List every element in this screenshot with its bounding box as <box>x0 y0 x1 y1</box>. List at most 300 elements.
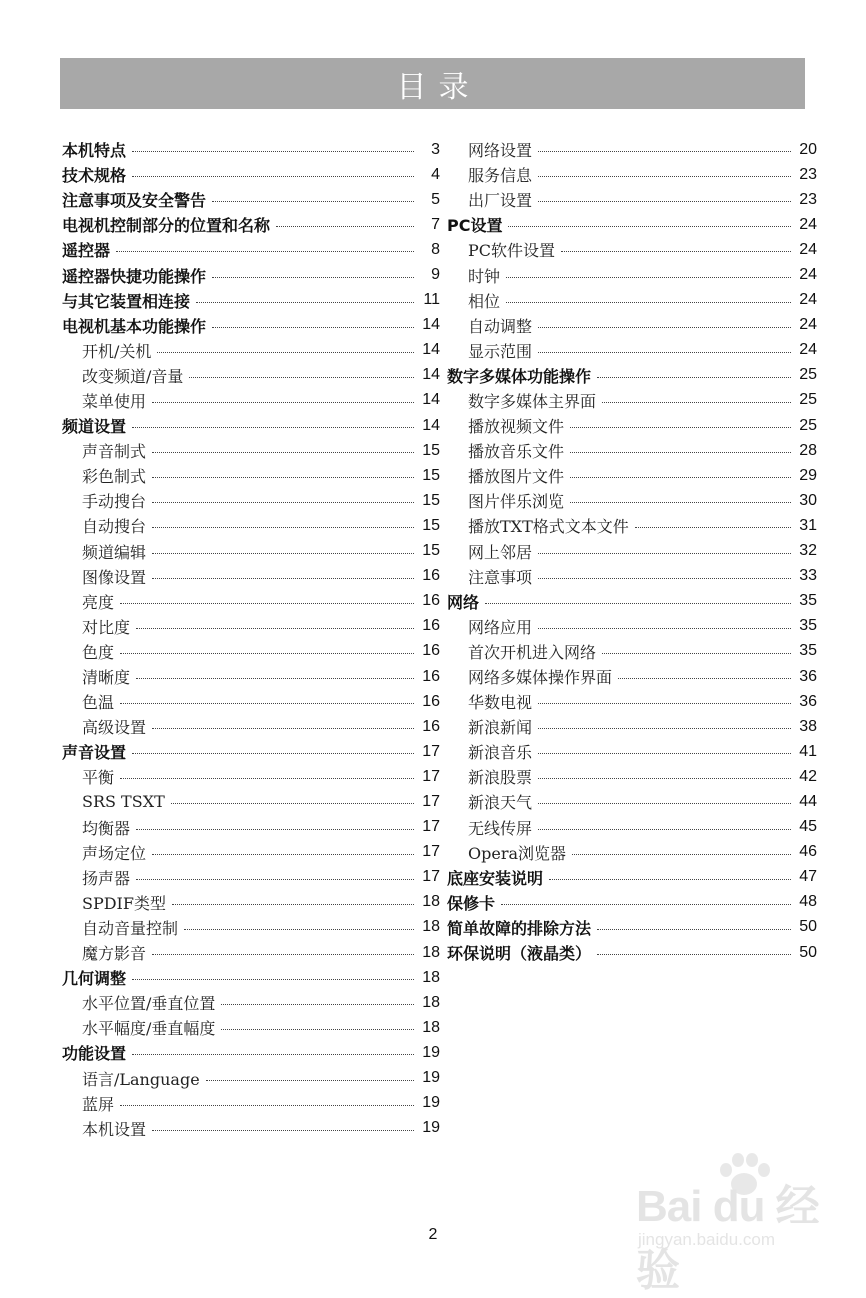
toc-entry-page: 17 <box>422 792 440 810</box>
toc-entry[interactable] <box>62 890 440 915</box>
toc-entry-label: 遥控器 <box>62 241 111 261</box>
toc-entry-page: 15 <box>422 542 440 560</box>
baidu-watermark <box>636 1150 836 1295</box>
toc-entry[interactable] <box>62 1091 440 1116</box>
toc-entry-page: 48 <box>799 893 817 911</box>
toc-entry-label: 频道设置 <box>62 417 127 437</box>
toc-leader-dots <box>572 854 791 855</box>
toc-entry-label: 开机/关机 <box>82 341 152 361</box>
toc-entry-label: 声音设置 <box>62 743 127 763</box>
toc-entry-label: 首次开机进入网络 <box>468 642 597 662</box>
title-bar <box>60 58 805 109</box>
toc-leader-dots <box>136 879 414 880</box>
toc-entry-page: 24 <box>799 316 817 334</box>
toc-entry-page: 11 <box>423 291 440 309</box>
toc-entry-label: 改变频道/音量 <box>82 366 184 386</box>
toc-leader-dots <box>184 929 414 930</box>
toc-entry-page: 15 <box>422 466 440 484</box>
toc-entry-page: 28 <box>799 441 817 459</box>
toc-entry-label: 新浪音乐 <box>468 743 533 763</box>
toc-entry-label: 声音制式 <box>82 442 147 462</box>
toc-entry-label: 色温 <box>82 693 115 713</box>
toc-entry[interactable] <box>62 463 440 488</box>
toc-entry-label: 蓝屏 <box>82 1094 115 1114</box>
toc-entry-page: 29 <box>799 466 817 484</box>
toc-entry-page: 44 <box>799 792 817 810</box>
toc-entry-label: SRS TSXT <box>82 792 165 812</box>
toc-entry[interactable] <box>447 288 817 313</box>
toc-leader-dots <box>538 803 791 804</box>
toc-entry-label: 魔方影音 <box>82 944 147 964</box>
toc-entry-label: 扬声器 <box>82 868 131 888</box>
toc-entry-label: PC设置 <box>447 216 503 236</box>
toc-entry[interactable] <box>62 513 440 538</box>
toc-entry[interactable] <box>62 262 440 287</box>
toc-entry[interactable] <box>447 789 817 814</box>
toc-entry[interactable] <box>447 313 817 338</box>
toc-entry[interactable] <box>447 363 817 388</box>
toc-leader-dots <box>132 176 414 177</box>
toc-entry-label: 电视机基本功能操作 <box>62 316 207 336</box>
toc-leader-dots <box>120 1105 414 1106</box>
toc-leader-dots <box>602 653 791 654</box>
toc-entry-label: 注意事项及安全警告 <box>62 191 207 211</box>
toc-entry[interactable] <box>447 262 817 287</box>
toc-entry-label: 播放图片文件 <box>468 467 565 487</box>
toc-entry-label: 手动搜台 <box>82 492 147 512</box>
toc-leader-dots <box>152 402 414 403</box>
toc-entry-label: 服务信息 <box>468 166 533 186</box>
toc-entry-page: 14 <box>422 341 440 359</box>
toc-entry-label: 网络多媒体操作界面 <box>468 668 613 688</box>
toc-leader-dots <box>538 628 791 629</box>
toc-entry-label: 均衡器 <box>82 818 131 838</box>
toc-entry-label: 网上邻居 <box>468 542 533 562</box>
toc-leader-dots <box>116 251 414 252</box>
toc-leader-dots <box>618 678 791 679</box>
toc-entry[interactable] <box>62 714 440 739</box>
toc-entry-page: 35 <box>799 592 817 610</box>
toc-leader-dots <box>152 527 414 528</box>
toc-entry-label: 新浪天气 <box>468 793 533 813</box>
toc-entry[interactable] <box>62 137 440 162</box>
toc-right-column <box>447 137 817 965</box>
toc-entry-page: 9 <box>431 266 440 284</box>
toc-entry-label: PC软件设置 <box>468 241 556 261</box>
toc-entry-page: 16 <box>422 617 440 635</box>
toc-leader-dots <box>212 277 414 278</box>
toc-leader-dots <box>538 728 791 729</box>
toc-entry-page: 32 <box>799 542 817 560</box>
toc-entry[interactable] <box>62 639 440 664</box>
toc-leader-dots <box>538 553 791 554</box>
toc-entry-page: 16 <box>422 567 440 585</box>
toc-entry-page: 17 <box>422 843 440 861</box>
toc-leader-dots <box>597 377 791 378</box>
toc-entry[interactable] <box>447 639 817 664</box>
toc-entry-page: 50 <box>799 918 817 936</box>
toc-leader-dots <box>602 402 791 403</box>
toc-entry[interactable] <box>447 388 817 413</box>
toc-entry-page: 35 <box>799 642 817 660</box>
toc-entry-label: 新浪新闻 <box>468 718 533 738</box>
toc-entry[interactable] <box>62 539 440 564</box>
toc-entry-label: 网络设置 <box>468 141 533 161</box>
toc-leader-dots <box>136 678 414 679</box>
toc-entry-page: 46 <box>799 843 817 861</box>
toc-entry-label: 对比度 <box>82 617 131 637</box>
toc-entry-label: 自动音量控制 <box>82 918 179 938</box>
toc-leader-dots <box>570 427 791 428</box>
toc-leader-dots <box>132 151 414 152</box>
watermark-logo: Bai du 经验 <box>636 1182 819 1295</box>
toc-leader-dots <box>506 302 791 303</box>
toc-entry-label: 新浪股票 <box>468 768 533 788</box>
toc-entry-page: 17 <box>422 767 440 785</box>
toc-entry-label: 底座安装说明 <box>447 868 544 888</box>
toc-entry-label: 图片伴乐浏览 <box>468 492 565 512</box>
toc-entry[interactable] <box>447 865 817 890</box>
toc-entry[interactable] <box>62 212 440 237</box>
toc-leader-dots <box>136 829 414 830</box>
toc-entry-page: 18 <box>422 943 440 961</box>
toc-entry-page: 14 <box>422 391 440 409</box>
toc-entry[interactable] <box>447 764 817 789</box>
toc-leader-dots <box>276 226 414 227</box>
toc-entry-label: 出厂设置 <box>468 191 533 211</box>
toc-leader-dots <box>152 1130 414 1131</box>
toc-entry[interactable] <box>62 187 440 212</box>
toc-entry-label: 与其它装置相连接 <box>62 291 191 311</box>
toc-entry[interactable] <box>447 589 817 614</box>
toc-entry[interactable] <box>62 840 440 865</box>
toc-entry-page: 19 <box>422 1119 440 1137</box>
toc-entry[interactable] <box>62 614 440 639</box>
toc-entry-page: 18 <box>422 918 440 936</box>
toc-entry[interactable] <box>62 940 440 965</box>
toc-entry-page: 23 <box>799 165 817 183</box>
toc-entry-label: 网络应用 <box>468 617 533 637</box>
toc-entry-label: 频道编辑 <box>82 542 147 562</box>
toc-entry[interactable] <box>62 865 440 890</box>
toc-entry[interactable] <box>62 789 440 814</box>
toc-entry[interactable] <box>62 990 440 1015</box>
toc-entry-page: 50 <box>799 943 817 961</box>
toc-entry[interactable] <box>62 815 440 840</box>
toc-entry[interactable] <box>62 438 440 463</box>
toc-entry-label: 水平位置/垂直位置 <box>82 994 216 1014</box>
toc-entry-label: 自动调整 <box>468 316 533 336</box>
toc-entry-label: 功能设置 <box>62 1044 127 1064</box>
page-number: 2 <box>428 1226 438 1243</box>
toc-entry-label: 时钟 <box>468 266 501 286</box>
toc-entry-page: 4 <box>431 165 440 183</box>
toc-leader-dots <box>152 728 414 729</box>
toc-entry-page: 3 <box>431 140 440 158</box>
toc-leader-dots <box>561 251 791 252</box>
toc-entry-label: 技术规格 <box>62 166 127 186</box>
toc-leader-dots <box>485 603 791 604</box>
toc-leader-dots <box>132 427 414 428</box>
toc-entry[interactable] <box>62 589 440 614</box>
toc-entry-page: 19 <box>422 1069 440 1087</box>
toc-entry-label: 图像设置 <box>82 567 147 587</box>
toc-entry-page: 35 <box>799 617 817 635</box>
toc-entry-page: 15 <box>422 516 440 534</box>
toc-entry-label: 播放视频文件 <box>468 417 565 437</box>
toc-entry-page: 18 <box>422 893 440 911</box>
toc-leader-dots <box>221 1029 414 1030</box>
toc-entry[interactable] <box>62 1116 440 1141</box>
toc-entry-label: 高级设置 <box>82 718 147 738</box>
toc-leader-dots <box>570 502 791 503</box>
toc-entry[interactable] <box>447 689 817 714</box>
toc-entry-label: 电视机控制部分的位置和名称 <box>62 216 271 236</box>
toc-leader-dots <box>152 854 414 855</box>
toc-left-column <box>62 137 440 1141</box>
toc-entry[interactable] <box>447 714 817 739</box>
toc-entry[interactable] <box>447 815 817 840</box>
page-title: 目录 <box>396 69 481 105</box>
toc-leader-dots <box>196 302 414 303</box>
toc-entry-page: 31 <box>799 516 817 534</box>
toc-entry[interactable] <box>447 438 817 463</box>
toc-entry-label: 环保说明（液晶类） <box>447 944 592 964</box>
toc-leader-dots <box>597 929 791 930</box>
toc-entry-page: 20 <box>799 140 817 158</box>
toc-leader-dots <box>171 803 414 804</box>
toc-leader-dots <box>157 352 414 353</box>
toc-leader-dots <box>172 904 414 905</box>
toc-leader-dots <box>189 377 414 378</box>
toc-entry[interactable] <box>447 564 817 589</box>
toc-entry-label: 相位 <box>468 291 501 311</box>
toc-entry-page: 24 <box>799 291 817 309</box>
toc-entry[interactable] <box>62 965 440 990</box>
toc-entry[interactable] <box>62 739 440 764</box>
toc-leader-dots <box>152 477 414 478</box>
toc-entry-page: 47 <box>799 868 817 886</box>
toc-entry-page: 41 <box>799 742 817 760</box>
toc-entry-page: 45 <box>799 818 817 836</box>
toc-entry-label: SPDIF类型 <box>82 893 166 913</box>
toc-entry-page: 25 <box>799 391 817 409</box>
toc-entry-page: 16 <box>422 667 440 685</box>
toc-entry-label: 保修卡 <box>447 893 496 913</box>
toc-entry-page: 18 <box>422 968 440 986</box>
toc-entry-label: 水平幅度/垂直幅度 <box>82 1019 216 1039</box>
toc-leader-dots <box>570 452 791 453</box>
toc-leader-dots <box>136 628 414 629</box>
toc-entry-label: 遥控器快捷功能操作 <box>62 266 207 286</box>
toc-entry-page: 25 <box>799 416 817 434</box>
watermark-url: jingyan.baidu.com <box>638 1230 776 1249</box>
toc-leader-dots <box>120 653 414 654</box>
toc-entry[interactable] <box>447 664 817 689</box>
toc-leader-dots <box>538 578 791 579</box>
toc-entry-label: 本机特点 <box>62 141 127 161</box>
toc-entry-label: 平衡 <box>82 768 115 788</box>
toc-entry-page: 23 <box>799 190 817 208</box>
toc-entry[interactable] <box>447 137 817 162</box>
toc-entry[interactable] <box>62 413 440 438</box>
toc-entry-label: 显示范围 <box>468 341 533 361</box>
toc-entry-page: 16 <box>422 642 440 660</box>
toc-leader-dots <box>508 226 791 227</box>
toc-entry-label: 简单故障的排除方法 <box>447 918 592 938</box>
toc-entry-page: 42 <box>799 767 817 785</box>
toc-entry-label: 自动搜台 <box>82 517 147 537</box>
toc-entry[interactable] <box>447 162 817 187</box>
toc-leader-dots <box>206 1080 414 1081</box>
toc-leader-dots <box>132 1054 414 1055</box>
toc-entry[interactable] <box>447 513 817 538</box>
toc-entry[interactable] <box>62 313 440 338</box>
toc-entry[interactable] <box>62 764 440 789</box>
toc-leader-dots <box>570 477 791 478</box>
toc-entry-label: 几何调整 <box>62 969 127 989</box>
toc-entry-label: 华数电视 <box>468 693 533 713</box>
toc-entry-page: 38 <box>799 717 817 735</box>
toc-entry-page: 24 <box>799 215 817 233</box>
toc-entry-page: 24 <box>799 341 817 359</box>
toc-entry[interactable] <box>447 413 817 438</box>
toc-entry-page: 30 <box>799 491 817 509</box>
toc-entry[interactable] <box>447 212 817 237</box>
toc-entry-label: 色度 <box>82 642 115 662</box>
toc-entry-label: 彩色制式 <box>82 467 147 487</box>
toc-entry-page: 5 <box>431 190 440 208</box>
toc-entry[interactable] <box>447 539 817 564</box>
toc-entry-page: 24 <box>799 240 817 258</box>
toc-entry[interactable] <box>62 1015 440 1040</box>
toc-entry[interactable] <box>62 288 440 313</box>
toc-leader-dots <box>501 904 791 905</box>
toc-leader-dots <box>538 201 791 202</box>
toc-entry[interactable] <box>447 739 817 764</box>
toc-entry-page: 33 <box>799 567 817 585</box>
toc-leader-dots <box>120 703 414 704</box>
toc-leader-dots <box>597 954 791 955</box>
toc-entry-label: 本机设置 <box>82 1119 147 1139</box>
toc-entry-page: 14 <box>422 316 440 334</box>
toc-entry-label: 注意事项 <box>468 567 533 587</box>
toc-entry-label: 无线传屏 <box>468 818 533 838</box>
toc-leader-dots <box>132 753 414 754</box>
toc-entry-page: 14 <box>422 416 440 434</box>
toc-leader-dots <box>538 151 791 152</box>
toc-entry-page: 16 <box>422 592 440 610</box>
toc-leader-dots <box>152 553 414 554</box>
toc-entry[interactable] <box>62 488 440 513</box>
toc-entry-label: 数字多媒体功能操作 <box>447 366 592 386</box>
toc-leader-dots <box>538 176 791 177</box>
toc-entry[interactable] <box>447 614 817 639</box>
toc-leader-dots <box>152 502 414 503</box>
toc-leader-dots <box>538 327 791 328</box>
toc-entry-page: 18 <box>422 1018 440 1036</box>
toc-entry[interactable] <box>62 338 440 363</box>
toc-entry-page: 17 <box>422 818 440 836</box>
toc-entry-page: 15 <box>422 491 440 509</box>
toc-entry-page: 18 <box>422 993 440 1011</box>
toc-entry-label: 亮度 <box>82 592 115 612</box>
toc-leader-dots <box>120 778 414 779</box>
toc-entry-page: 19 <box>422 1043 440 1061</box>
toc-leader-dots <box>152 452 414 453</box>
toc-entry-page: 17 <box>422 868 440 886</box>
toc-leader-dots <box>212 201 414 202</box>
toc-leader-dots <box>538 829 791 830</box>
toc-leader-dots <box>635 527 791 528</box>
toc-entry-label: 数字多媒体主界面 <box>468 391 597 411</box>
toc-entry-label: 播放音乐文件 <box>468 442 565 462</box>
toc-entry[interactable] <box>447 940 817 965</box>
toc-entry[interactable] <box>62 689 440 714</box>
toc-entry-label: Opera浏览器 <box>468 843 567 863</box>
toc-entry-page: 14 <box>422 366 440 384</box>
toc-leader-dots <box>120 603 414 604</box>
toc-leader-dots <box>212 327 414 328</box>
toc-leader-dots <box>152 954 414 955</box>
toc-entry[interactable] <box>447 488 817 513</box>
toc-entry[interactable] <box>447 915 817 940</box>
toc-entry[interactable] <box>447 338 817 363</box>
toc-entry-label: 菜单使用 <box>82 391 147 411</box>
toc-leader-dots <box>538 778 791 779</box>
toc-entry[interactable] <box>62 388 440 413</box>
toc-entry-label: 语言/Language <box>82 1069 200 1089</box>
toc-entry[interactable] <box>447 187 817 212</box>
toc-entry[interactable] <box>447 840 817 865</box>
toc-entry-label: 声场定位 <box>82 843 147 863</box>
toc-entry-label: 播放TXT格式文本文件 <box>468 517 629 537</box>
toc-leader-dots <box>152 578 414 579</box>
toc-leader-dots <box>506 277 791 278</box>
toc-entry-page: 17 <box>422 742 440 760</box>
toc-entry[interactable] <box>62 363 440 388</box>
toc-entry-page: 36 <box>799 692 817 710</box>
toc-entry-page: 8 <box>431 240 440 258</box>
toc-entry-page: 19 <box>422 1094 440 1112</box>
toc-entry[interactable] <box>62 915 440 940</box>
toc-entry-page: 36 <box>799 667 817 685</box>
toc-entry-label: 清晰度 <box>82 668 131 688</box>
toc-entry-page: 25 <box>799 366 817 384</box>
toc-entry-page: 16 <box>422 717 440 735</box>
toc-leader-dots <box>549 879 791 880</box>
toc-leader-dots <box>221 1004 414 1005</box>
toc-entry[interactable] <box>62 162 440 187</box>
toc-entry[interactable] <box>62 664 440 689</box>
toc-entry[interactable] <box>447 237 817 262</box>
toc-entry-page: 15 <box>422 441 440 459</box>
toc-entry[interactable] <box>62 237 440 262</box>
toc-leader-dots <box>538 703 791 704</box>
toc-entry[interactable] <box>447 890 817 915</box>
toc-entry[interactable] <box>447 463 817 488</box>
toc-entry[interactable] <box>62 1065 440 1090</box>
toc-entry[interactable] <box>62 1040 440 1065</box>
toc-leader-dots <box>538 352 791 353</box>
toc-entry-page: 16 <box>422 692 440 710</box>
toc-leader-dots <box>538 753 791 754</box>
toc-entry-page: 7 <box>431 215 440 233</box>
toc-entry-label: 网络 <box>447 592 480 612</box>
toc-entry-page: 24 <box>799 266 817 284</box>
toc-leader-dots <box>132 979 414 980</box>
toc-entry[interactable] <box>62 564 440 589</box>
